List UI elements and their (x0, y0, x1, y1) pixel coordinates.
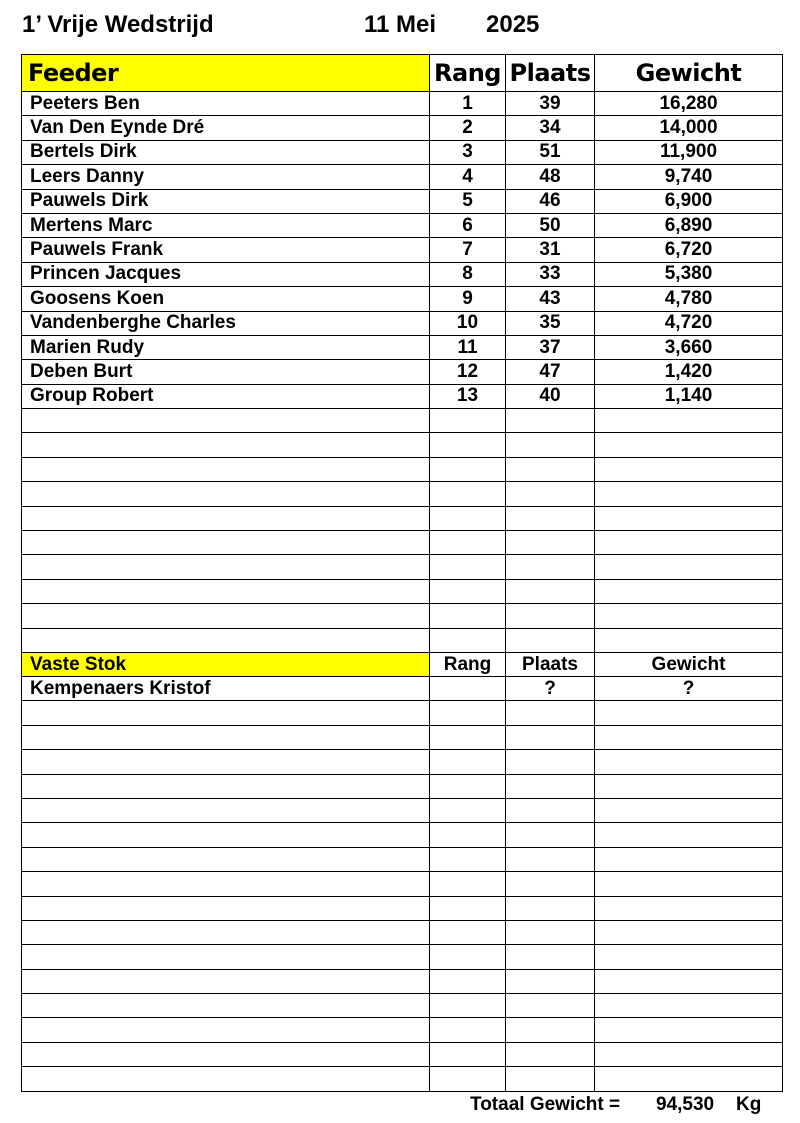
cell-name (22, 847, 430, 871)
table-row (22, 798, 783, 822)
cell-rang (430, 969, 506, 993)
cell-rang (430, 1067, 506, 1091)
cell-gewicht: 16,280 (595, 92, 783, 116)
cell-gewicht: 6,900 (595, 189, 783, 213)
cell-rang (430, 945, 506, 969)
cell-gewicht (595, 774, 783, 798)
cell-name (22, 701, 430, 725)
cell-name (22, 920, 430, 944)
cell-rang (430, 531, 506, 555)
cell-plaats (506, 823, 595, 847)
cell-plaats: 34 (506, 116, 595, 140)
cell-gewicht (595, 847, 783, 871)
table-row (22, 262, 783, 286)
cell-gewicht (595, 409, 783, 433)
cell-rang (430, 896, 506, 920)
cell-rang (430, 774, 506, 798)
cell-plaats: 47 (506, 360, 595, 384)
cell-gewicht: 11,900 (595, 140, 783, 164)
cell-rang: 12 (430, 360, 506, 384)
cell-plaats (506, 1042, 595, 1066)
event-year: 2025 (486, 11, 540, 38)
cell-name (22, 604, 430, 628)
cell-name: Marien Rudy (22, 335, 430, 359)
cell-gewicht: 9,740 (595, 165, 783, 189)
cell-name (22, 774, 430, 798)
cell-plaats (506, 847, 595, 871)
cell-rang: 1 (430, 92, 506, 116)
event-date: 11 Mei (364, 11, 437, 38)
cell-gewicht (595, 750, 783, 774)
cell-rang (430, 604, 506, 628)
cell-rang (430, 1018, 506, 1042)
cell-plaats: ? (506, 677, 595, 701)
cell-rang: 11 (430, 335, 506, 359)
cell-plaats: 40 (506, 384, 595, 408)
cell-rang: 10 (430, 311, 506, 335)
cell-name (22, 750, 430, 774)
cell-name (22, 555, 430, 579)
feeder-rows (22, 92, 783, 653)
cell-plaats (506, 628, 595, 652)
total-unit: Kg (736, 1094, 762, 1115)
cell-plaats: 37 (506, 335, 595, 359)
table-row (22, 555, 783, 579)
feeder-header-plaats: Plaats (506, 55, 595, 92)
cell-name: Bertels Dirk (22, 140, 430, 164)
cell-name (22, 1018, 430, 1042)
cell-plaats: 33 (506, 262, 595, 286)
cell-plaats: 31 (506, 238, 595, 262)
cell-gewicht (595, 920, 783, 944)
cell-gewicht (595, 531, 783, 555)
total-value: 94,530 (656, 1094, 715, 1115)
table-row (22, 238, 783, 262)
cell-name (22, 823, 430, 847)
cell-name: Princen Jacques (22, 262, 430, 286)
table-row (22, 506, 783, 530)
cell-name (22, 1067, 430, 1091)
cell-gewicht (595, 994, 783, 1018)
table-row (22, 774, 783, 798)
cell-rang (430, 482, 506, 506)
cell-gewicht: 1,140 (595, 384, 783, 408)
cell-rang (430, 1042, 506, 1066)
table-row (22, 945, 783, 969)
vaste-stok-results-table (21, 652, 783, 1092)
cell-name (22, 457, 430, 481)
cell-plaats: 46 (506, 189, 595, 213)
table-row (22, 701, 783, 725)
cell-gewicht (595, 506, 783, 530)
cell-gewicht: 14,000 (595, 116, 783, 140)
cell-gewicht (595, 482, 783, 506)
cell-gewicht (595, 604, 783, 628)
cell-name (22, 896, 430, 920)
cell-rang (430, 701, 506, 725)
table-row (22, 847, 783, 871)
table-row (22, 872, 783, 896)
cell-rang (430, 920, 506, 944)
cell-gewicht: 6,720 (595, 238, 783, 262)
cell-name: Leers Danny (22, 165, 430, 189)
cell-name (22, 994, 430, 1018)
cell-rang: 4 (430, 165, 506, 189)
table-row (22, 140, 783, 164)
cell-plaats (506, 994, 595, 1018)
vaste-stok-header-name: Vaste Stok (22, 653, 430, 677)
cell-name: Group Robert (22, 384, 430, 408)
cell-plaats (506, 896, 595, 920)
cell-rang (430, 628, 506, 652)
cell-rang (430, 847, 506, 871)
cell-plaats: 50 (506, 213, 595, 237)
cell-gewicht (595, 457, 783, 481)
vaste-stok-header-row (22, 653, 783, 677)
table-row (22, 994, 783, 1018)
cell-plaats (506, 506, 595, 530)
event-name: 1’ Vrije Wedstrijd (22, 11, 214, 38)
cell-name: Kempenaers Kristof (22, 677, 430, 701)
cell-gewicht (595, 945, 783, 969)
cell-name: Pauwels Dirk (22, 189, 430, 213)
cell-rang: 5 (430, 189, 506, 213)
total-label: Totaal Gewicht = (470, 1094, 621, 1115)
cell-gewicht: 4,720 (595, 311, 783, 335)
cell-rang (430, 823, 506, 847)
cell-name: Peeters Ben (22, 92, 430, 116)
table-row (22, 750, 783, 774)
table-row (22, 969, 783, 993)
cell-gewicht (595, 1067, 783, 1091)
cell-gewicht (595, 896, 783, 920)
cell-name (22, 1042, 430, 1066)
cell-rang (430, 555, 506, 579)
cell-gewicht (595, 725, 783, 749)
cell-rang: 8 (430, 262, 506, 286)
table-row (22, 433, 783, 457)
cell-rang: 13 (430, 384, 506, 408)
cell-name: Pauwels Frank (22, 238, 430, 262)
cell-rang: 6 (430, 213, 506, 237)
cell-name: Goosens Koen (22, 287, 430, 311)
table-row (22, 213, 783, 237)
table-row (22, 677, 783, 701)
cell-plaats (506, 433, 595, 457)
cell-plaats (506, 920, 595, 944)
table-row (22, 531, 783, 555)
cell-plaats (506, 701, 595, 725)
cell-plaats (506, 482, 595, 506)
cell-plaats: 51 (506, 140, 595, 164)
cell-name (22, 409, 430, 433)
table-row (22, 1018, 783, 1042)
vaste-stok-header-rang: Rang (430, 653, 506, 677)
table-row (22, 1042, 783, 1066)
table-row (22, 628, 783, 652)
table-row (22, 384, 783, 408)
cell-plaats (506, 798, 595, 822)
cell-gewicht: ? (595, 677, 783, 701)
cell-plaats (506, 457, 595, 481)
cell-rang (430, 457, 506, 481)
cell-name (22, 872, 430, 896)
cell-name: Vandenberghe Charles (22, 311, 430, 335)
table-row (22, 604, 783, 628)
table-row (22, 165, 783, 189)
cell-name: Deben Burt (22, 360, 430, 384)
vaste-stok-header-gewicht: Gewicht (595, 653, 783, 677)
table-row (22, 311, 783, 335)
table-row (22, 579, 783, 603)
table-row (22, 823, 783, 847)
table-row (22, 287, 783, 311)
cell-rang (430, 872, 506, 896)
vaste-stok-rows (22, 677, 783, 1092)
cell-name (22, 579, 430, 603)
cell-rang: 7 (430, 238, 506, 262)
cell-plaats: 39 (506, 92, 595, 116)
cell-plaats (506, 604, 595, 628)
cell-plaats (506, 945, 595, 969)
cell-name (22, 482, 430, 506)
cell-plaats: 35 (506, 311, 595, 335)
cell-name (22, 945, 430, 969)
cell-name (22, 969, 430, 993)
table-row (22, 482, 783, 506)
table-row (22, 360, 783, 384)
cell-gewicht: 4,780 (595, 287, 783, 311)
table-row (22, 335, 783, 359)
cell-gewicht (595, 1018, 783, 1042)
table-row (22, 116, 783, 140)
vaste-stok-header-plaats: Plaats (506, 653, 595, 677)
cell-gewicht (595, 969, 783, 993)
cell-name: Mertens Marc (22, 213, 430, 237)
cell-gewicht: 3,660 (595, 335, 783, 359)
cell-rang (430, 994, 506, 1018)
cell-rang: 9 (430, 287, 506, 311)
cell-rang (430, 579, 506, 603)
cell-gewicht (595, 555, 783, 579)
cell-rang (430, 725, 506, 749)
cell-plaats (506, 774, 595, 798)
cell-rang (430, 798, 506, 822)
cell-name (22, 798, 430, 822)
cell-plaats (506, 555, 595, 579)
feeder-results-table (21, 54, 783, 653)
feeder-header-name: Feeder (22, 55, 430, 92)
cell-name (22, 725, 430, 749)
cell-name: Van Den Eynde Dré (22, 116, 430, 140)
cell-gewicht (595, 701, 783, 725)
cell-gewicht (595, 798, 783, 822)
table-row (22, 189, 783, 213)
cell-plaats (506, 750, 595, 774)
cell-rang: 2 (430, 116, 506, 140)
cell-name (22, 628, 430, 652)
cell-gewicht (595, 872, 783, 896)
cell-plaats (506, 579, 595, 603)
cell-plaats (506, 1067, 595, 1091)
cell-rang (430, 433, 506, 457)
table-row (22, 92, 783, 116)
cell-gewicht (595, 433, 783, 457)
cell-plaats (506, 872, 595, 896)
cell-gewicht (595, 1042, 783, 1066)
cell-gewicht (595, 823, 783, 847)
cell-name (22, 531, 430, 555)
table-row (22, 1067, 783, 1091)
cell-plaats: 43 (506, 287, 595, 311)
cell-plaats (506, 1018, 595, 1042)
cell-rang (430, 677, 506, 701)
cell-rang: 3 (430, 140, 506, 164)
cell-plaats (506, 969, 595, 993)
cell-gewicht: 5,380 (595, 262, 783, 286)
cell-gewicht (595, 628, 783, 652)
cell-plaats: 48 (506, 165, 595, 189)
cell-name (22, 506, 430, 530)
table-row (22, 920, 783, 944)
table-row (22, 409, 783, 433)
cell-plaats (506, 531, 595, 555)
table-row (22, 896, 783, 920)
cell-plaats (506, 725, 595, 749)
cell-rang (430, 506, 506, 530)
cell-name (22, 433, 430, 457)
cell-gewicht (595, 579, 783, 603)
cell-rang (430, 750, 506, 774)
feeder-header-row (22, 55, 783, 92)
cell-gewicht: 1,420 (595, 360, 783, 384)
cell-gewicht: 6,890 (595, 213, 783, 237)
feeder-header-rang: Rang (430, 55, 506, 92)
feeder-header-gewicht: Gewicht (595, 55, 783, 92)
cell-plaats (506, 409, 595, 433)
cell-rang (430, 409, 506, 433)
table-row (22, 457, 783, 481)
table-row (22, 725, 783, 749)
